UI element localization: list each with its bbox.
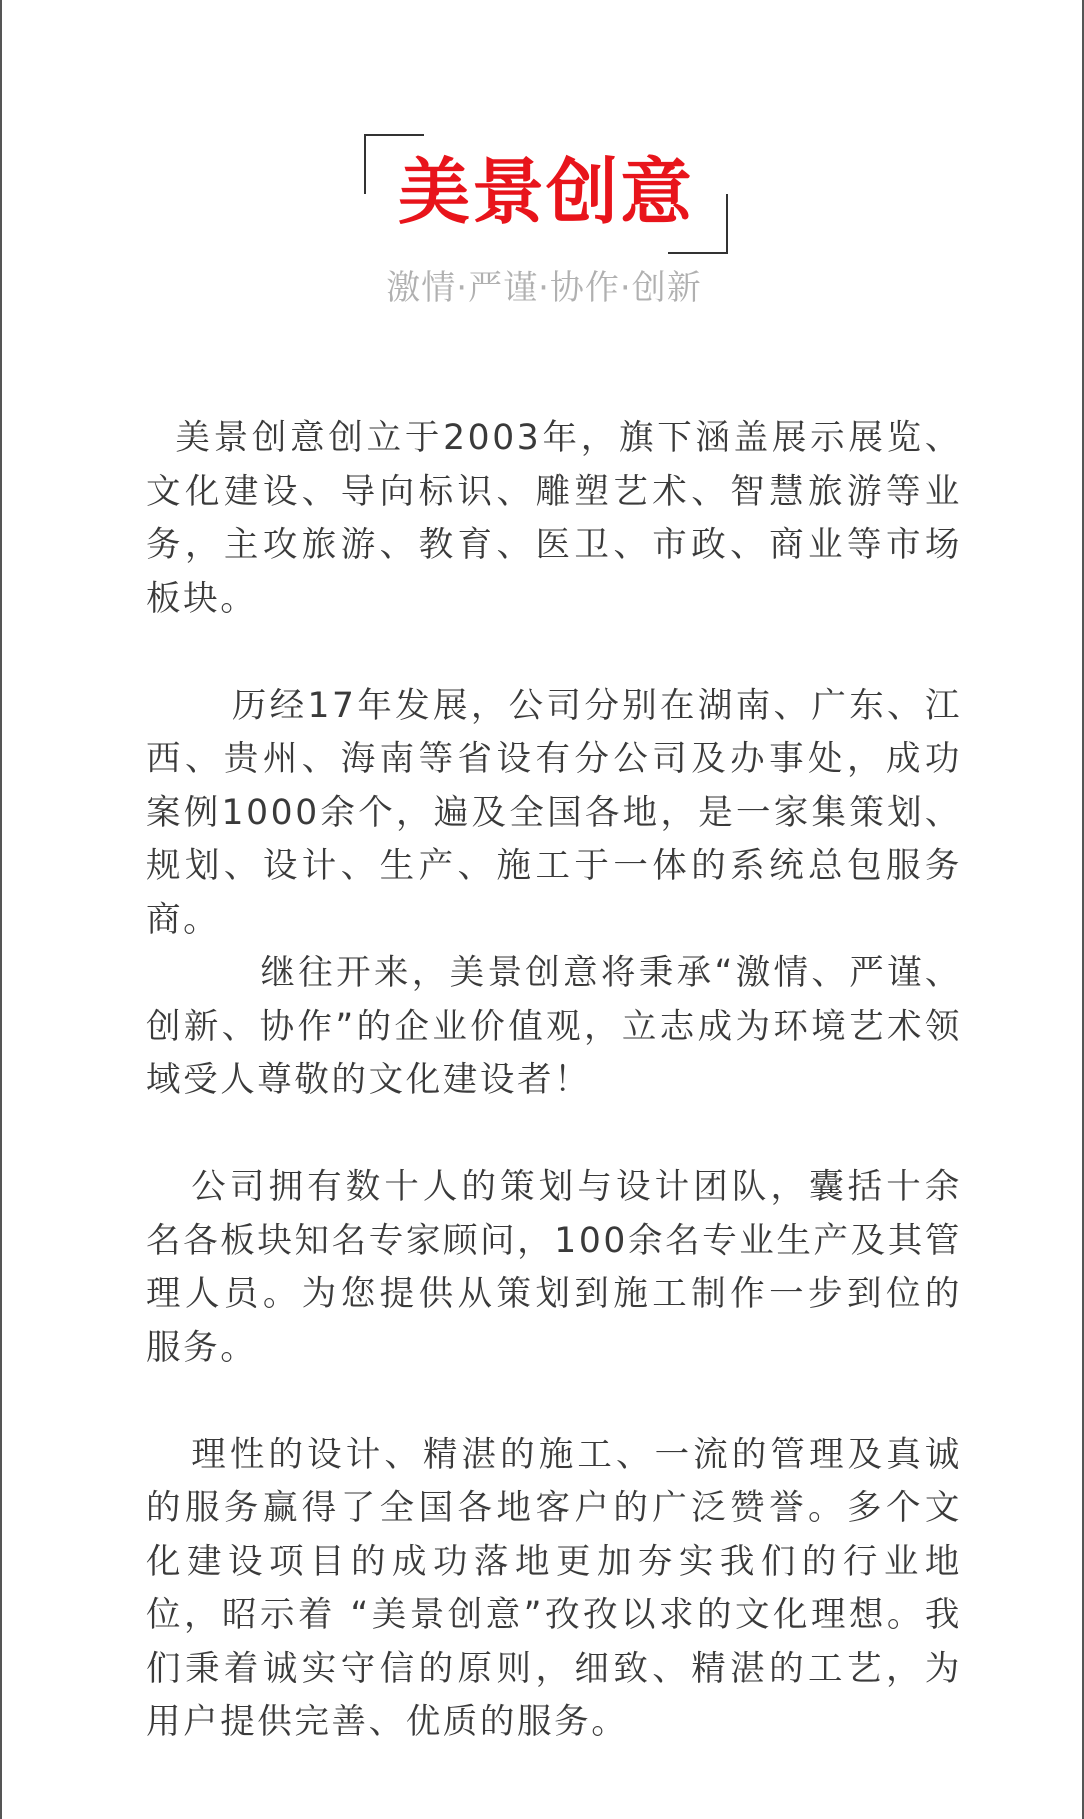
paragraph-spacer [146, 626, 962, 680]
paragraph-intro: 美景创意创立于2003年，旗下涵盖展示展览、文化建设、导向标识、雕塑艺术、智慧旅游等业务，主攻旅游、教育、医卫、市政、商业等市场板块。 [146, 418, 962, 619]
title-block [364, 134, 728, 254]
paragraph-values: 继往开来，美景创意将秉承“激情、严谨、创新、协作”的企业价值观，立志成为环境艺术领域受人尊敬的文化建设者！ [146, 953, 962, 1100]
paragraph-team: 公司拥有数十人的策划与设计团队，囊括十余名各板块知名专家顾问，100余名专业生产及其管理人员。为您提供从策划到施工制作一步到位的服务。 [146, 1167, 963, 1368]
slogan: 激情·严谨·协作·创新 [386, 268, 702, 308]
article-body [146, 412, 962, 1750]
paragraph-spacer [146, 1108, 962, 1162]
brand-title: 美景创意 [397, 150, 694, 234]
paragraph-service: 理性的设计、精湛的施工、一流的管理及真诚的服务赢得了全国各地客户的广泛赞誉。多个文化建设项目的成功落地更加夯实我们的行业地位，昭示着 “美景创意”孜孜以求的文化理想。我们秉着诚实守信的原则，细致、精湛的工艺，为用户提供完善、优质的服务。 [146, 1434, 963, 1742]
title-bracket-bottom-right [668, 194, 728, 254]
paragraph-spacer [146, 1375, 962, 1429]
paragraph-history: 历经17年发展，公司分别在湖南、广东、江西、贵州、海南等省设有分公司及办事处，成功案例1000余个，遍及全国各地，是一家集策划、规划、设计、生产、施工于一体的系统总包服务商。 [146, 685, 962, 940]
